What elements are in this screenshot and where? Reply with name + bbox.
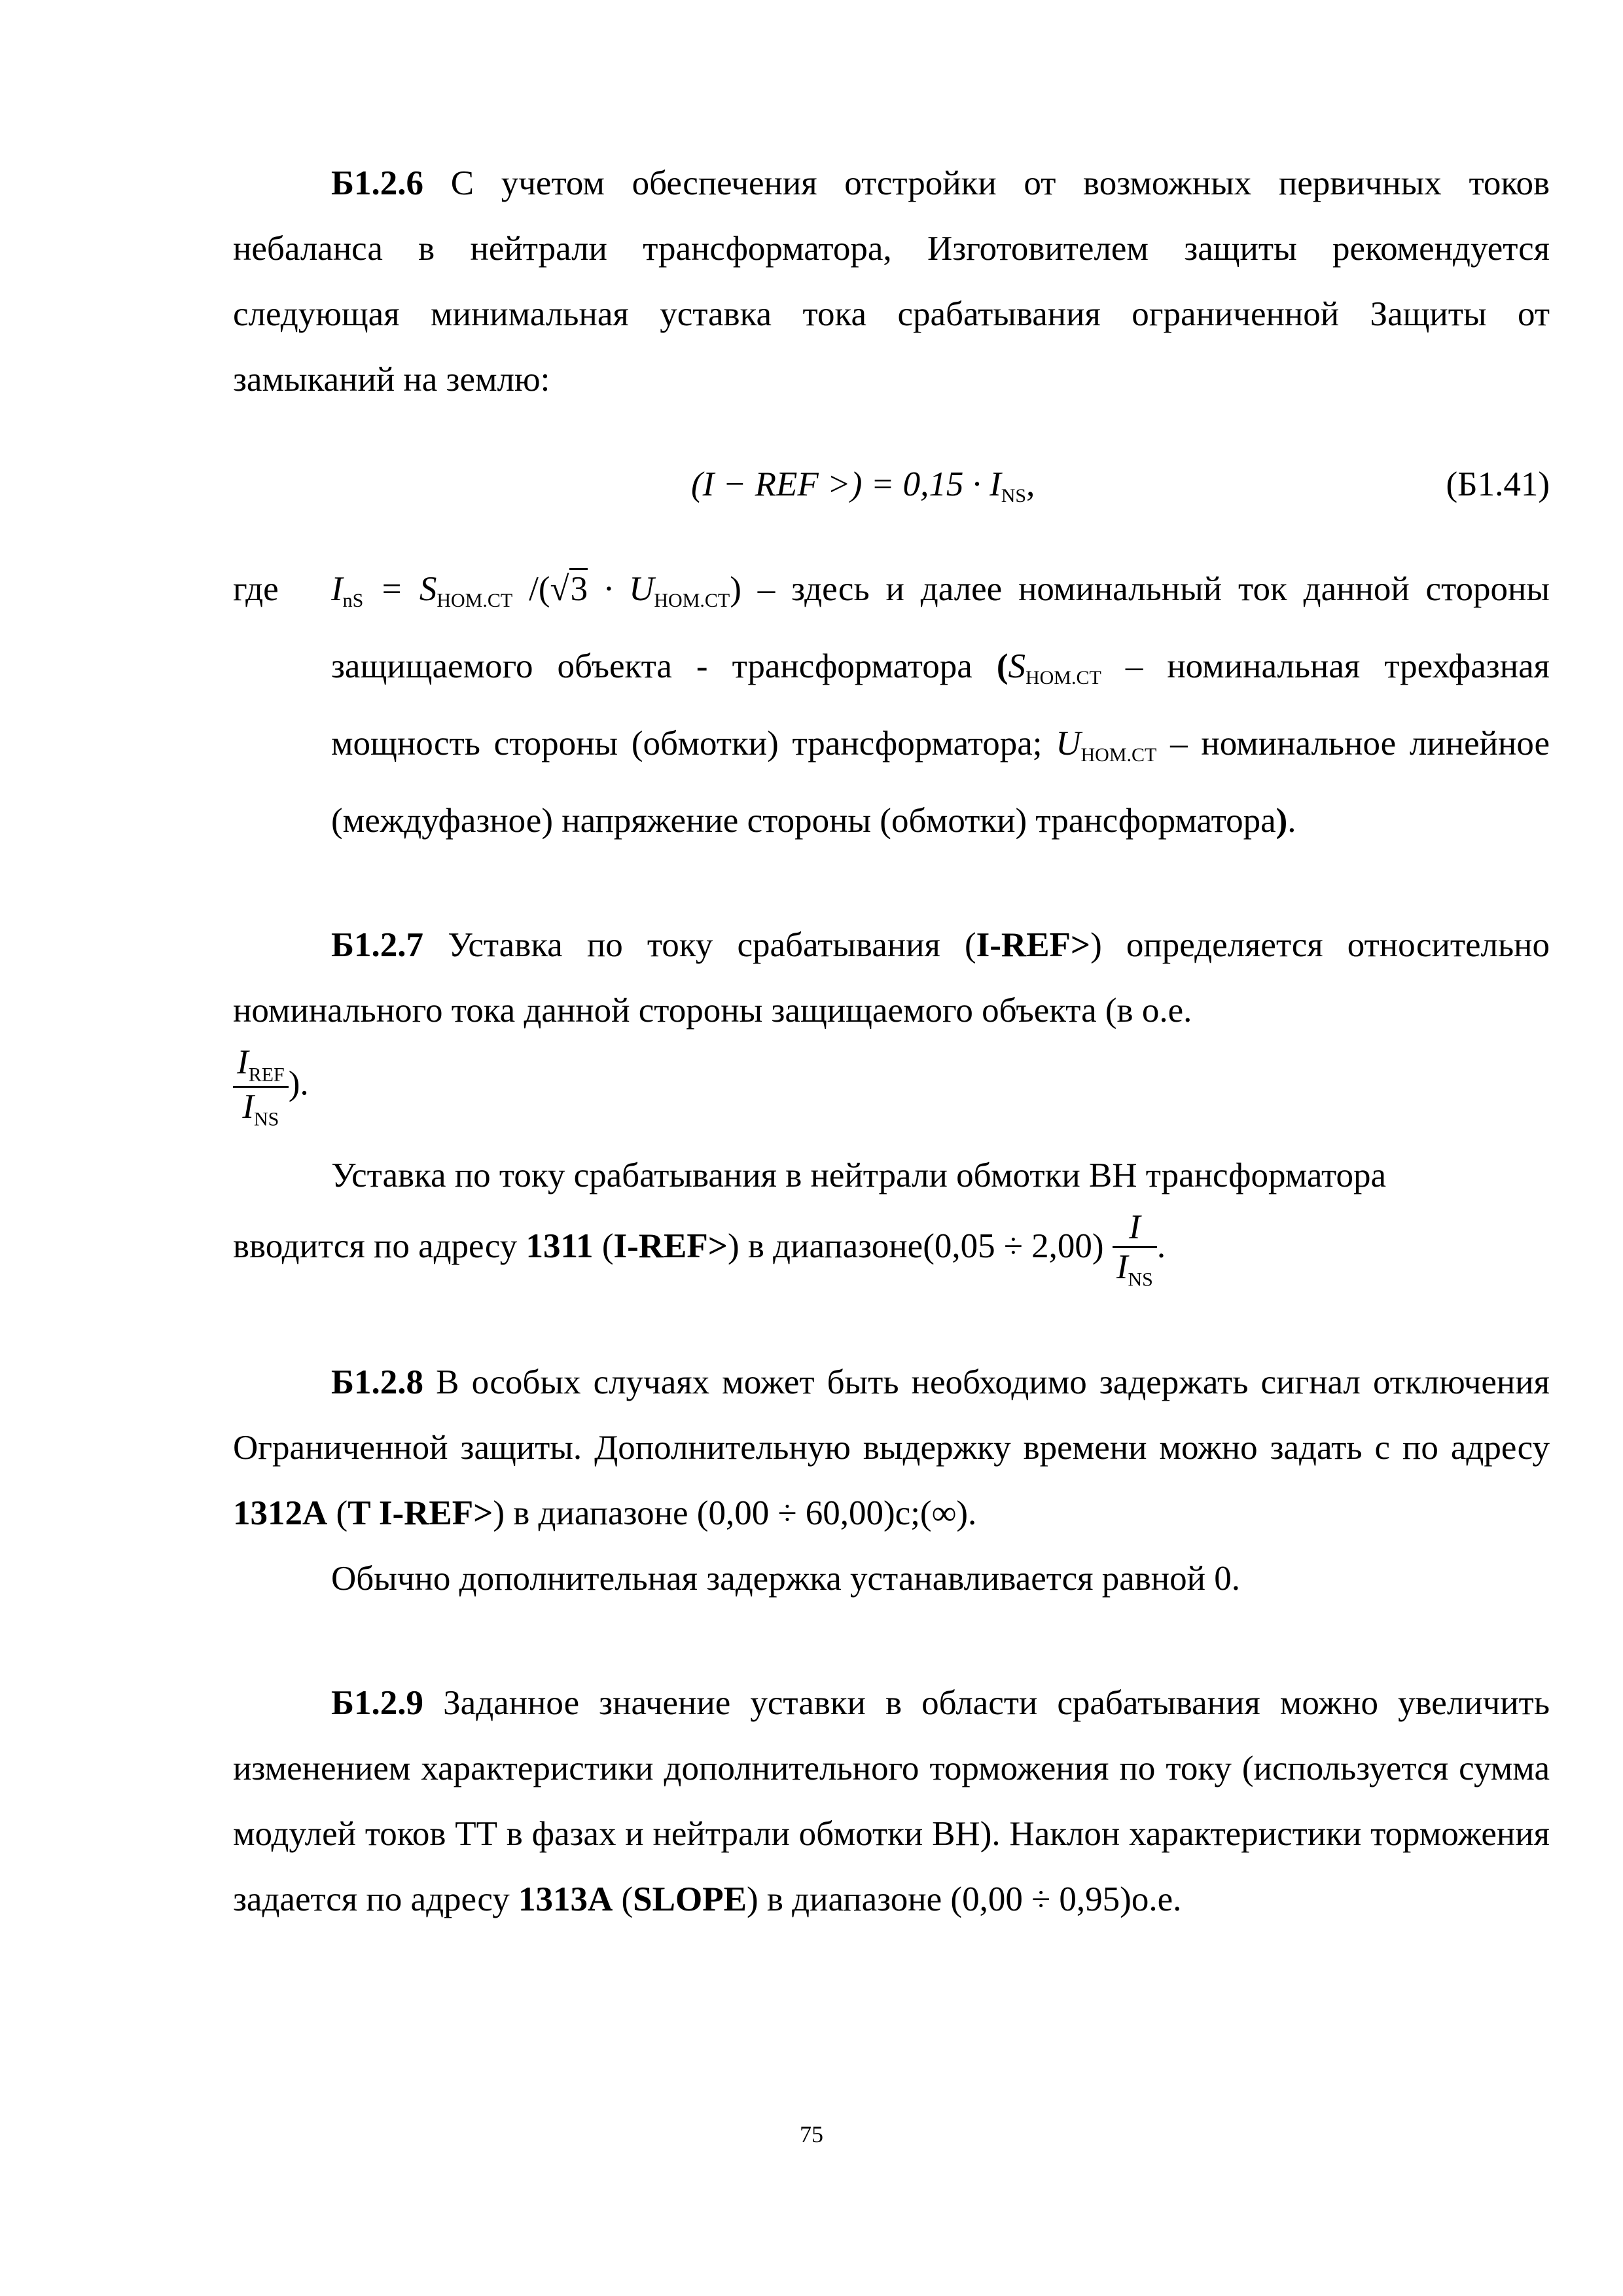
equation-number: (Б1.41) [1446,465,1550,503]
paragraph-b1-2-9: Б1.2.9 Заданное значение уставки в области срабатывания можно увеличить изменением характеристики дополнительного торможения по току (используется сумма модулей токов ТТ в фазах и нейтрали обмотки ВН). Наклон характеристики торможения задается по адресу 1313А (SLOPE) в диапазоне (0,00 ÷ 0,95)о.е. [233,1684,1550,1919]
fraction-i-ins: $\frac{I}{I_{NS}}$ [1113,1208,1157,1291]
paragraph-b1-2-6 [233,151,1550,412]
paragraph-setting-1311: Уставка по току срабатывания в нейтрали обмотки ВН трансформатора вводится по адресу 1311 (I-REF>) в диапазоне(0,05 ÷ 2,00) $\frac{I}{I_{NS}}$ . [233,1157,1387,1291]
section-number: Б1.2.9 [331,1684,424,1723]
section-number: Б1.2.6 [331,164,424,202]
paragraph-text: С учетом обеспечения отстройки от возможных первичных токов небаланса в нейтрали трансформатора, Изготовителем защиты рекомендуется следующая минимальная уставка тока срабатывания ограниченной Защиты от замыканий на землю: [233,164,1550,399]
where-clause [233,556,1550,853]
section-number: Б1.2.7 [331,926,424,964]
page-number: 75 [800,2121,823,2147]
equation-b1-41 [233,452,1550,517]
fraction-iref-ins: $\frac{I_{REF}}{I_{NS}}$ [233,1043,289,1130]
paragraph-b1-2-8: Б1.2.8 В особых случаях может быть необходимо задержать сигнал отключения Ограниченной защиты. Дополнительную выдержку времени можно задать с по адресу 1312А (T I-REF>) в диапазоне (0,00 ÷ 60,00)с;(∞). [233,1363,1550,1533]
where-label: где [233,570,279,608]
equation-formula: (I − REF >) = $0,15 \cdot I_{NS}$, [691,465,1035,507]
where-text: $I_{nS} = S_{НОМ.СТ}$ $/(√3 \cdot U_{НОМ.СТ})$ – здесь и далее номинальный ток данной стороны защищаемого объекта - трансформатора ($S_{НОМ.СТ}$ – номинальная трехфазная мощность стороны (обмотки) трансформатора; $U_{НОМ.СТ}$ – номинальное линейное (междуфазное) напряжение стороны (обмотки) трансформатора). [331,556,1550,853]
paragraph-b1-2-7: Б1.2.7 Уставка по току срабатывания (I-REF>) определяется относительно номинального тока данной стороны защищаемого объекта (в о.е. $\frac{I_{REF}}{I_{NS}}$ ). [233,926,1550,1130]
section-number: Б1.2.8 [331,1363,424,1402]
paragraph-delay-note: Обычно дополнительная задержка устанавливается равной 0. [331,1560,1241,1598]
page-content [233,151,1550,1932]
